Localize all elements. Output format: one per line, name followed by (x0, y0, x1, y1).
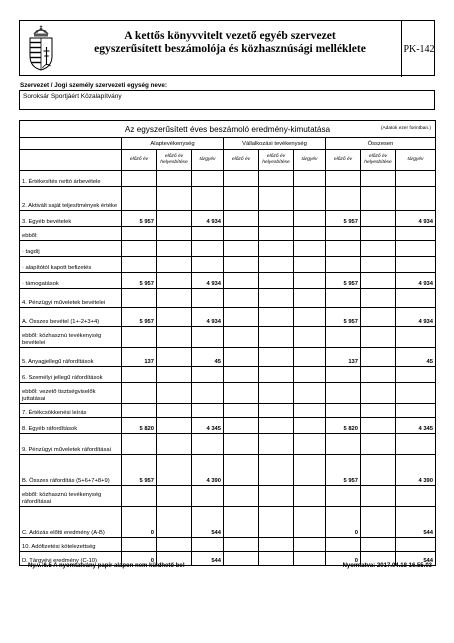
value-cell (259, 211, 294, 227)
value-cell (361, 327, 396, 348)
value-cell (294, 404, 326, 418)
value-cell (294, 486, 326, 507)
value-cell (361, 241, 396, 257)
value-cell (361, 486, 396, 507)
value-cell (361, 273, 396, 289)
value-cell (259, 171, 294, 187)
row-label: ebből: (20, 227, 122, 241)
value-cell: 544 (396, 507, 436, 538)
value-cell (224, 348, 259, 367)
value-cell (122, 327, 157, 348)
value-cell (224, 187, 259, 211)
group-header-business: Vállalkozási tevékenység (224, 138, 326, 150)
value-cell (326, 383, 361, 404)
value-cell (157, 434, 192, 455)
value-cell: 5 820 (122, 418, 157, 434)
value-cell (361, 348, 396, 367)
value-cell (361, 507, 396, 538)
value-cell (396, 486, 436, 507)
value-cell (294, 187, 326, 211)
value-cell (396, 367, 436, 383)
value-cell (396, 241, 436, 257)
value-cell (326, 486, 361, 507)
value-cell (361, 227, 396, 241)
group-header-total: Összesen (326, 138, 436, 150)
value-cell (122, 289, 157, 308)
table-row (20, 257, 436, 273)
form-title-line-2: egyszerűsített beszámolója és közhasznúsági melléklete (94, 42, 366, 55)
value-cell (326, 241, 361, 257)
value-cell (294, 241, 326, 257)
value-cell (396, 227, 436, 241)
value-cell: 5 957 (326, 308, 361, 327)
subcolumn-header: előző év helyesbítése (157, 150, 192, 171)
value-cell: 4 390 (396, 455, 436, 486)
table-row (20, 455, 436, 486)
value-cell (326, 538, 361, 552)
value-cell (326, 227, 361, 241)
table-row (20, 367, 436, 383)
value-cell (192, 486, 224, 507)
value-cell (361, 404, 396, 418)
report-units: (Adatok ezer forintban.) (380, 126, 431, 131)
value-cell: 4 934 (396, 273, 436, 289)
form-code: PK-142 (401, 21, 436, 77)
table-row (20, 507, 436, 538)
value-cell (259, 552, 294, 566)
value-cell (259, 327, 294, 348)
value-cell (361, 367, 396, 383)
value-cell (361, 257, 396, 273)
value-cell (396, 289, 436, 308)
value-cell (192, 257, 224, 273)
value-cell: 5 957 (326, 273, 361, 289)
value-cell (122, 486, 157, 507)
value-cell: 5 957 (326, 211, 361, 227)
value-cell (122, 434, 157, 455)
value-cell (224, 383, 259, 404)
value-cell: 544 (396, 552, 436, 566)
subcolumn-header: előző év (224, 150, 259, 171)
value-cell (294, 434, 326, 455)
value-cell (259, 257, 294, 273)
form-title-line-1: A kettős könyvvitelt vezető egyéb szervezet (124, 29, 336, 42)
row-label: 1. Értékesítés nettó árbevétele (20, 171, 122, 187)
value-cell (294, 552, 326, 566)
value-cell: 4 934 (192, 273, 224, 289)
value-cell (326, 404, 361, 418)
value-cell (361, 418, 396, 434)
value-cell (122, 257, 157, 273)
value-cell (361, 455, 396, 486)
value-cell: 5 957 (122, 273, 157, 289)
value-cell (396, 383, 436, 404)
value-cell: 0 (122, 507, 157, 538)
row-label: B. Összes ráfordítás (5+6+7+8+9) (20, 455, 122, 486)
value-cell (122, 241, 157, 257)
value-cell (326, 367, 361, 383)
value-cell (259, 404, 294, 418)
value-cell (157, 211, 192, 227)
value-cell (157, 486, 192, 507)
value-cell: 45 (396, 348, 436, 367)
value-cell (259, 367, 294, 383)
value-cell (294, 211, 326, 227)
value-cell (361, 383, 396, 404)
row-label: ebből: közhasznú tevékenység ráfordításai (20, 486, 122, 507)
value-cell (361, 171, 396, 187)
form-version-note: Ny.v.:6.5 A nyomtatvány papír alapon nem küldhető be! (28, 563, 185, 569)
subcolumn-header: előző év helyesbítése (259, 150, 294, 171)
value-cell (157, 538, 192, 552)
value-cell (326, 289, 361, 308)
print-timestamp: Nyomtatva: 2017.04.18 16.55.03 (342, 563, 432, 569)
value-cell: 4 345 (192, 418, 224, 434)
value-cell (326, 327, 361, 348)
row-label: 5. Anyagjellegű ráfordítások (20, 348, 122, 367)
value-cell (224, 308, 259, 327)
row-label: D. Tárgyévi eredmény (C-10) (20, 552, 122, 566)
value-cell (259, 383, 294, 404)
row-label: ebből: közhasznú tevékenység bevételei (20, 327, 122, 348)
value-cell (224, 552, 259, 566)
report-title-cell (20, 121, 436, 138)
value-cell (224, 257, 259, 273)
value-cell: 4 934 (192, 308, 224, 327)
value-cell (157, 327, 192, 348)
value-cell (122, 538, 157, 552)
value-cell: 4 345 (396, 418, 436, 434)
row-label: · alapítótól kapott befizetés (20, 257, 122, 273)
value-cell (157, 455, 192, 486)
value-cell (157, 289, 192, 308)
value-cell (157, 227, 192, 241)
value-cell (157, 367, 192, 383)
value-cell (259, 486, 294, 507)
value-cell (122, 367, 157, 383)
row-label: C. Adózás előtti eredmény (A-B) (20, 507, 122, 538)
row-label: 9. Pénzügyi műveletek ráfordításai (20, 434, 122, 455)
value-cell (294, 383, 326, 404)
value-cell (224, 538, 259, 552)
value-cell (259, 241, 294, 257)
value-cell (294, 289, 326, 308)
table-row (20, 289, 436, 308)
value-cell (361, 434, 396, 455)
value-cell (122, 171, 157, 187)
value-cell (157, 383, 192, 404)
value-cell (259, 507, 294, 538)
value-cell (294, 308, 326, 327)
value-cell (361, 538, 396, 552)
subcolumn-header: tárgyév (294, 150, 326, 171)
table-row (20, 241, 436, 257)
value-cell (259, 434, 294, 455)
row-label: A. Összes bevétel (1+-2+3+4) (20, 308, 122, 327)
table-row (20, 273, 436, 289)
row-label: 7. Értékcsökkenési leírás (20, 404, 122, 418)
value-cell (294, 273, 326, 289)
value-cell: 45 (192, 348, 224, 367)
table-row (20, 187, 436, 211)
value-cell (396, 404, 436, 418)
value-cell (224, 486, 259, 507)
value-cell: 4 934 (396, 308, 436, 327)
value-cell (224, 327, 259, 348)
row-label: 4. Pénzügyi műveletek bevételei (20, 289, 122, 308)
value-cell: 0 (122, 552, 157, 566)
value-cell (192, 241, 224, 257)
value-cell (157, 507, 192, 538)
value-cell (396, 257, 436, 273)
value-cell (224, 171, 259, 187)
value-cell (224, 289, 259, 308)
value-cell: 4 934 (192, 211, 224, 227)
value-cell (157, 273, 192, 289)
coat-of-arms-icon (26, 25, 56, 71)
value-cell (224, 211, 259, 227)
value-cell: 5 957 (326, 455, 361, 486)
empty-header-cell (20, 138, 122, 150)
subcolumn-header: tárgyév (192, 150, 224, 171)
value-cell (122, 404, 157, 418)
value-cell: 5 957 (122, 308, 157, 327)
value-cell (294, 538, 326, 552)
value-cell (259, 538, 294, 552)
table-row (20, 486, 436, 507)
value-cell (294, 418, 326, 434)
value-cell (294, 348, 326, 367)
subcolumn-header: előző év helyesbítése (361, 150, 396, 171)
row-label: · tagdíj (20, 241, 122, 257)
value-cell (326, 171, 361, 187)
value-cell (192, 327, 224, 348)
value-cell (192, 227, 224, 241)
value-cell: 137 (326, 348, 361, 367)
value-cell (224, 273, 259, 289)
value-cell (157, 241, 192, 257)
value-cell (294, 455, 326, 486)
value-cell (224, 367, 259, 383)
form-header (19, 20, 435, 76)
report-title: Az egyszerűsített éves beszámoló eredmény-kimutatása (124, 124, 331, 134)
value-cell (259, 348, 294, 367)
table-row (20, 538, 436, 552)
value-cell (396, 187, 436, 211)
value-cell: 544 (192, 507, 224, 538)
row-label: · támogatások (20, 273, 122, 289)
value-cell (192, 434, 224, 455)
value-cell (192, 383, 224, 404)
value-cell (122, 383, 157, 404)
table-row (20, 348, 436, 367)
value-cell: 137 (122, 348, 157, 367)
value-cell (361, 187, 396, 211)
table-row (20, 404, 436, 418)
value-cell (326, 257, 361, 273)
value-cell (157, 348, 192, 367)
value-cell (294, 507, 326, 538)
value-cell (294, 367, 326, 383)
value-cell (259, 418, 294, 434)
value-cell (396, 327, 436, 348)
value-cell (224, 227, 259, 241)
value-cell (157, 171, 192, 187)
value-cell: 0 (326, 552, 361, 566)
value-cell (157, 187, 192, 211)
subcolumn-header: előző év (326, 150, 361, 171)
value-cell (294, 171, 326, 187)
table-row (20, 227, 436, 241)
subcolumn-header: tárgyév (396, 150, 436, 171)
value-cell (224, 418, 259, 434)
value-cell (224, 241, 259, 257)
value-cell (396, 538, 436, 552)
value-cell: 5 957 (122, 455, 157, 486)
row-label: 3. Egyéb bevételek (20, 211, 122, 227)
subcolumn-header: előző év (122, 150, 157, 171)
value-cell (224, 404, 259, 418)
value-cell (192, 367, 224, 383)
value-cell (157, 308, 192, 327)
table-row (20, 383, 436, 404)
value-cell (192, 404, 224, 418)
value-cell (294, 257, 326, 273)
value-cell: 4 934 (396, 211, 436, 227)
value-cell (259, 273, 294, 289)
value-cell (122, 187, 157, 211)
value-cell (224, 455, 259, 486)
value-cell (294, 327, 326, 348)
value-cell (192, 289, 224, 308)
value-cell (361, 289, 396, 308)
organization-label: Szervezet / Jogi személy szervezeti egység neve: (20, 82, 168, 89)
value-cell: 5 957 (122, 211, 157, 227)
value-cell (326, 187, 361, 211)
value-cell (259, 227, 294, 241)
value-cell (396, 434, 436, 455)
row-label: 10. Adófizetési kötelezettség (20, 538, 122, 552)
value-cell (122, 227, 157, 241)
table-row (20, 171, 436, 187)
value-cell: 0 (326, 507, 361, 538)
value-cell (361, 308, 396, 327)
value-cell (361, 211, 396, 227)
value-cell (326, 434, 361, 455)
value-cell: 544 (192, 552, 224, 566)
value-cell (396, 171, 436, 187)
value-cell (224, 434, 259, 455)
row-label: 2. Aktivált saját teljesítmények értéke (20, 187, 122, 211)
value-cell (294, 227, 326, 241)
table-row (20, 434, 436, 455)
value-cell (157, 257, 192, 273)
row-label: ebből: vezető tisztségviselők juttatásai (20, 383, 122, 404)
value-cell (259, 187, 294, 211)
value-cell: 4 390 (192, 455, 224, 486)
organization-name-field (19, 90, 435, 110)
value-cell: 5 820 (326, 418, 361, 434)
table-row (20, 418, 436, 434)
table-row (20, 327, 436, 348)
row-label: 6. Személyi jellegű ráfordítások (20, 367, 122, 383)
table-row (20, 211, 436, 227)
value-cell (224, 507, 259, 538)
form-title (64, 29, 396, 55)
value-cell (259, 455, 294, 486)
income-statement-table (19, 120, 436, 566)
row-label: 8. Egyéb ráfordítások (20, 418, 122, 434)
value-cell (192, 538, 224, 552)
value-cell (157, 404, 192, 418)
organization-name: Soroksár Sportjáért Közalapítvány (23, 93, 122, 100)
value-cell (259, 289, 294, 308)
empty-header-cell (20, 150, 122, 171)
value-cell (157, 418, 192, 434)
value-cell (259, 308, 294, 327)
value-cell (192, 187, 224, 211)
value-cell (192, 171, 224, 187)
table-row (20, 308, 436, 327)
group-header-core: Alaptevékenység (122, 138, 224, 150)
